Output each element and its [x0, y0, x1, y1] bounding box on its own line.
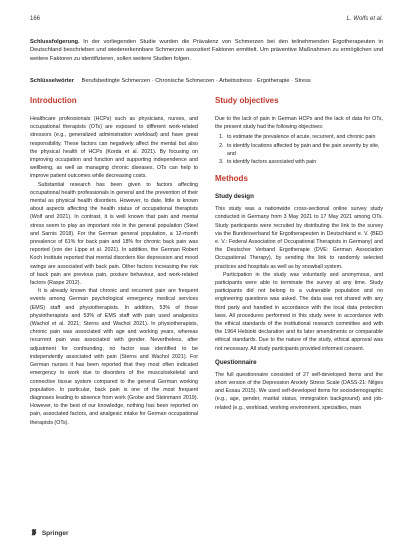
keyword-item: Ergotherapie — [257, 78, 290, 84]
objective-item: 3. to identify factors associated with pain — [225, 158, 383, 166]
keyword-item: Berufsbedingte Schmerzen — [81, 78, 151, 84]
methods-heading: Methods — [215, 174, 248, 184]
publisher-name: Springer — [41, 530, 69, 537]
introduction-paragraph-1: Healthcare professionals (HCPs) such as physicians, nurses, and occupational therapists (OTs) are exposed to different work-related stressors (e.g., generalized administration workload) and have great responsibility. These factors can negatively affect the mental but also the physical health of HCPs (Korda et al. 2021). By focusing on improving occupation and function and supporting independence and wellbeing, as well as managing chronic diseases, OTs can help to improve patient outcomes while decreasing costs. — [30, 116, 198, 180]
questionnaire-heading: Questionnaire — [215, 358, 257, 366]
introduction-paragraph-3: It is already known that chronic and recurrent pain are frequent events among German psychological emergency medical services (EMS) staff and physiotherapists. In addition, 53% of those physiotherapists and 53% of EMS staff with pain used analgesics (Wachol et al. 2021; Sterns and Wachol 2021). In physiotherapists, chronic pain was associated with age and working years, whereas recurrent pain was associated with gender. Nevertheless, after adjustment for confounding, no factor was identified to be independently associated with pain (Sterns and Wachol 2021). For German nurses it has been reported that they most often indicated emergency to work due to disorders of the musculoskeletal and connective tissue system compared to the general German working population. In particular, back pain is one of the most frequent diagnoses leading to absence from work (Grobe and Steinmann 2019). However, to the best of our knowledge, nothing has been reported on pain, associated factors, and analgesic intake for German occupational therapists (OTs). — [30, 288, 198, 426]
page-number: 166 — [30, 16, 41, 22]
right-column — [215, 96, 383, 412]
ethics-paragraph: Participation in the study was voluntarily and anonymous, and participants were able to terminate the survey at any time. Study participants did not belong to a vulnerable population and no engineering questions was asked. The data was not shared with any third party and handled in accordance with the local data protection laws. All procedures performed in this study were in accordance with the ethical standards of the institutional research committee and with the 1964 Helsinki declaration and its later amendments or comparable ethical standards. Due to the nature of the study, ethical approval was not necessary. All study participants provided informed consent. — [215, 271, 383, 352]
abstract-text: In der vorliegenden Studie wurden die Prävalenz von Schmerzen bei den teilnehmenden Ergotherapeuten in Deutschland beschrieben und wiedererkennbare Schmerzen assoziiert Faktoren ermittelt. Um präventive Maßnahmen zu ermöglichen und weitere Faktoren zu identifizieren, sollen weitere Studien folgen. — [30, 39, 383, 62]
keyword-item: Chronische Schmerzen — [155, 78, 215, 84]
keyword-item: Stress — [294, 78, 311, 84]
keyword-item: Arbeitsstress — [219, 78, 252, 84]
publisher-footer — [30, 528, 69, 537]
abstract-conclusion — [30, 38, 383, 63]
running-author: L. Wolfs et al. — [346, 16, 383, 22]
objectives-list — [215, 133, 383, 166]
left-column — [30, 96, 198, 427]
objectives-intro: Due to the lack of pain in German HCPs and the lack of data for OTs, the present study had the following objectives: — [215, 116, 383, 131]
study-design-heading: Study design — [215, 193, 254, 201]
keywords-label: Schlüsselwörter — [30, 78, 74, 84]
objective-item: 1. to estimate the prevalence of acute, recurrent, and chronic pain — [225, 133, 383, 141]
study-design-paragraph: This study was a nationwide cross-sectional online survey study conducted in Germany from 3 May 2021 to 17 May 2021 among OTs. Study participants were recruited by distributing the link to the survey via the Bundesverband für Ergotherapeuten in Deutschland e. V. (BED e. V.: Federal Association of Occupational Therapists in Germany) and the Deutscher Verband Ergotherapie (DVE: German Association Occupational Therapy), by sending the link to randomly selected practices and hospitals as well as by snowball system. — [215, 206, 383, 270]
objective-item: 2. to identify locations affected by pain and the pain severity by site, and — [225, 142, 383, 158]
introduction-heading: Introduction — [30, 96, 77, 105]
page-header — [30, 16, 383, 26]
keywords: Schlüsselwörter Berufsbedingte Schmerzen · Chronische Schmerzen · Arbeitsstress · Ergotherapie · Stress — [30, 78, 311, 84]
abstract-label: Schlussfolgerung. — [30, 39, 80, 45]
introduction-paragraph-2: Substantial research has been given to factors affecting occupational health professionals in general and the prevention of their mental as physical health disorders. However, to date, little is known about aspects affecting the health status of occupational therapists (Wolf and 2021). In contrast, it is well known that pain and mental stress seem to play an important role in the general population (Steel and Sarnis 2018). For the German general population, a 12-month prevalence of 61% for back pain and 18% for chronic back pain was reported (von der Lippe et al. 2021). In addition, the German Robert Koch Institute reported that mental disorders like depression and mood swings are associated with back pain. Other factors increasing the risk of back pain are previous pain, posture behaviour, and work-related factors (Raspe 2012). — [30, 181, 198, 287]
springer-horse-icon — [30, 528, 38, 536]
objectives-heading: Study objectives — [215, 96, 279, 105]
questionnaire-paragraph: The full questionnaire consisted of 27 self-developed items and the short version of the Depression Anxiety Stress Scale (DASS-21: Nilges and Essau 2015). We used self-developed items for sociodemographic (e.g., age, gender, marital status, immigration background) and job-related (e.g., workload, working environment, specialties, main — [215, 371, 383, 411]
